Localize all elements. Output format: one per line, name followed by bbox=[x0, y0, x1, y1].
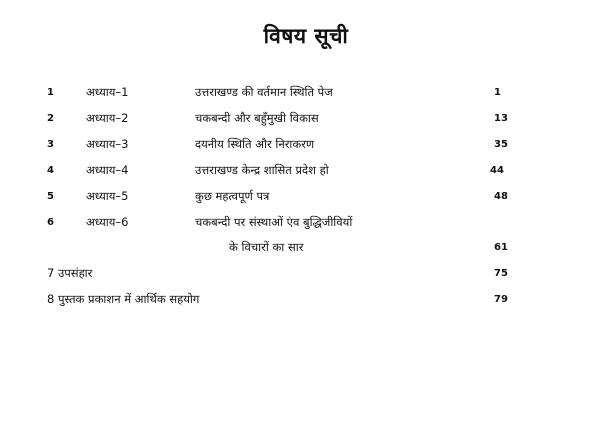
page-title: विषय सूची bbox=[263, 24, 349, 48]
entry-title: कुछ महत्वपूर्ण पत्र bbox=[195, 189, 270, 203]
entry-page: 75 bbox=[494, 268, 508, 279]
entry-chapter: अध्याय–2 bbox=[86, 111, 129, 125]
entry-chapter: अध्याय–3 bbox=[86, 137, 129, 151]
entry-title: उत्तराखण्ड केन्द्र शासित प्रदेश हो bbox=[195, 163, 329, 177]
entry-page: 48 bbox=[494, 191, 508, 202]
entry-chapter: अध्याय–4 bbox=[86, 163, 129, 177]
entry-page: 79 bbox=[494, 294, 508, 305]
entry-number: 5 bbox=[47, 191, 54, 202]
entry-page: 44 bbox=[490, 165, 504, 176]
entry-title: दयनीय स्थिति और निराकरण bbox=[195, 137, 315, 151]
entry-page: 1 bbox=[494, 87, 501, 98]
entry-number: 3 bbox=[47, 139, 54, 150]
entry-chapter: अध्याय–1 bbox=[86, 85, 129, 99]
entry-title-continued: के विचारों का सार bbox=[229, 240, 304, 254]
entry-chapter: अध्याय–6 bbox=[86, 215, 129, 229]
entry-title: चकबन्दी और बहुँमुखी विकास bbox=[195, 111, 319, 125]
entry-label: 8 पुस्तक प्रकाशन में आर्थिक सहयोग bbox=[47, 292, 200, 306]
entry-number: 1 bbox=[47, 87, 54, 98]
entry-label: 7 उपसंहार bbox=[47, 266, 93, 280]
entry-number: 6 bbox=[47, 217, 54, 228]
entry-page: 35 bbox=[494, 139, 508, 150]
entry-number: 4 bbox=[47, 165, 54, 176]
entry-title: चकबन्दी पर संस्थाओं एंव बुद्धिजीवियों bbox=[195, 215, 353, 229]
entry-page: 61 bbox=[494, 242, 508, 253]
entry-title: उत्तराखण्ड की वर्तमान स्थिति पेज bbox=[195, 85, 333, 99]
entry-chapter: अध्याय–5 bbox=[86, 189, 129, 203]
entry-page: 13 bbox=[494, 113, 508, 124]
entry-number: 2 bbox=[47, 113, 54, 124]
